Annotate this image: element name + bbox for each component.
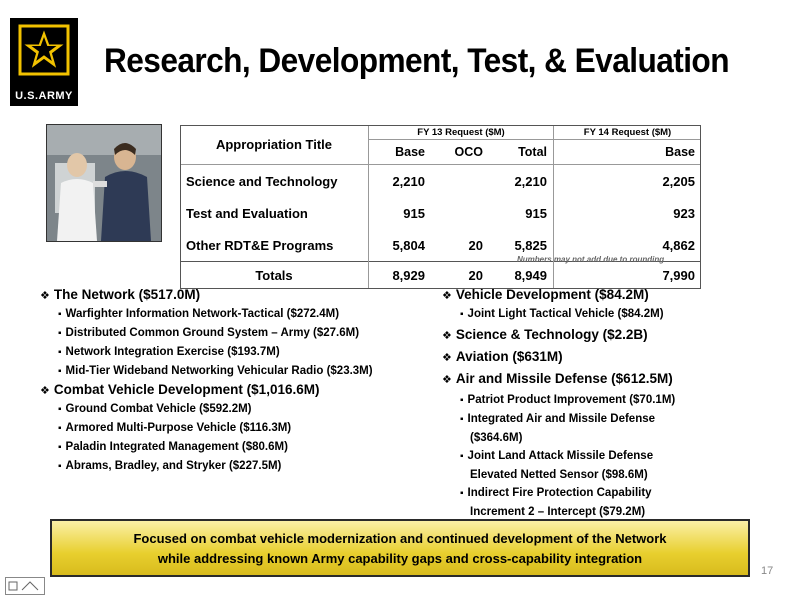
bullet-air-missile-defense: ❖ Air and Missile Defense ($612.5M) [442,371,673,386]
bullet-item-continued: Elevated Netted Sensor ($98.6M) [470,469,648,481]
header-oco: OCO [431,140,489,165]
cell-total: 915 [525,205,547,221]
bullet-science-technology: ❖ Science & Technology ($2.2B) [442,327,648,342]
totals-base13: 8,929 [369,262,432,289]
fy13-header: FY 13 Request ($M) [369,125,554,140]
appropriation-title-header: Appropriation Title [180,125,369,165]
bullet-item: ▪ Abrams, Bradley, and Stryker ($227.5M) [58,457,373,476]
banner-line-2: while addressing known Army capability gaps and cross-capability integration [157,551,643,566]
bullet-item: ▪ Distributed Common Ground System – Army ($27.6M) [58,324,373,343]
totals-row [180,262,701,289]
cell-base13: 5,804 [369,229,432,262]
cell-base14: 923 [554,197,702,229]
bullet-item: ▪ Mid-Tier Wideband Networking Vehicular Radio ($23.3M) [58,362,373,381]
bullet-combat-vehicle: ❖ Combat Vehicle Development ($1,016.6M) [40,382,320,397]
cell-total: 2,210 [514,173,547,189]
header-base-fy14: Base [554,140,702,165]
banner-line-1: Focused on combat vehicle modernization and continued development of the Network [133,531,667,546]
cell-oco [431,197,489,229]
bullet-item: ▪ Patriot Product Improvement ($70.1M) [460,391,675,410]
page-number: 17 [761,565,774,577]
rounding-note: Numbers may not add due to rounding [517,255,665,264]
cell-total: 5,825 [514,237,547,253]
summary-banner [50,519,750,577]
lab-photo [46,124,162,242]
slide-nav-icon[interactable] [5,577,45,595]
right-bullet-list [442,286,675,521]
left-bullet-list [40,286,373,476]
cell-oco [431,165,489,198]
bullet-vehicle-development: ❖ Vehicle Development ($84.2M) [442,287,649,302]
diamond-bullet-icon: ❖ [442,374,452,386]
diamond-bullet-icon: ❖ [442,290,452,302]
bullet-item: ▪ Armored Multi-Purpose Vehicle ($116.3M) [58,419,373,438]
page-title: Research, Development, Test, & Evaluation [104,42,729,80]
diamond-bullet-icon: ❖ [40,290,50,302]
cell-oco: 20 [468,237,483,253]
cell-base13: 915 [369,197,432,229]
bullet-item: ▪ Network Integration Exercise ($193.7M) [58,343,373,362]
bullet-item-continued: Increment 2 – Intercept ($79.2M) [470,506,646,518]
logo-text: U.S.ARMY [15,90,73,102]
table-row [180,197,701,229]
row-title: Science and Technology [186,173,338,189]
row-title: Other RDT&E Programs [186,237,334,253]
us-army-logo [10,18,78,106]
bullet-item: ▪ Integrated Air and Missile Defense [460,410,675,429]
cell-base13: 2,210 [369,165,432,198]
bullet-aviation: ❖ Aviation ($631M) [442,349,563,364]
header-total: Total [489,140,554,165]
totals-total: 8,949 [489,262,554,289]
bullet-item: ▪ Ground Combat Vehicle ($592.2M) [58,400,373,419]
bullet-item: ▪ Indirect Fire Protection Capability [460,484,675,503]
bullet-item: ▪ Joint Light Tactical Vehicle ($84.2M) [460,305,675,324]
diamond-bullet-icon: ❖ [442,330,452,342]
totals-title: Totals [180,262,369,289]
cell-base14: 4,862 [554,229,702,262]
bullet-item: ▪ Warfighter Information Network-Tactical ($272.4M) [58,305,373,324]
army-star-icon [18,24,70,76]
cell-base14: 2,205 [554,165,702,198]
table-row [180,165,701,198]
bullet-item: ▪ Paladin Integrated Management ($80.6M) [58,438,373,457]
bullet-item: ▪ Joint Land Attack Missile Defense [460,447,675,466]
diamond-bullet-icon: ❖ [442,352,452,364]
totals-base14: 7,990 [554,262,702,289]
bullet-item-continued: ($364.6M) [470,432,523,444]
header-base-fy13: Base [369,140,432,165]
bullet-network: ❖ The Network ($517.0M) [40,287,201,302]
totals-oco: 20 [431,262,489,289]
diamond-bullet-icon: ❖ [40,385,50,397]
fy14-header: FY 14 Request ($M) [554,125,702,140]
row-title: Test and Evaluation [186,205,308,221]
